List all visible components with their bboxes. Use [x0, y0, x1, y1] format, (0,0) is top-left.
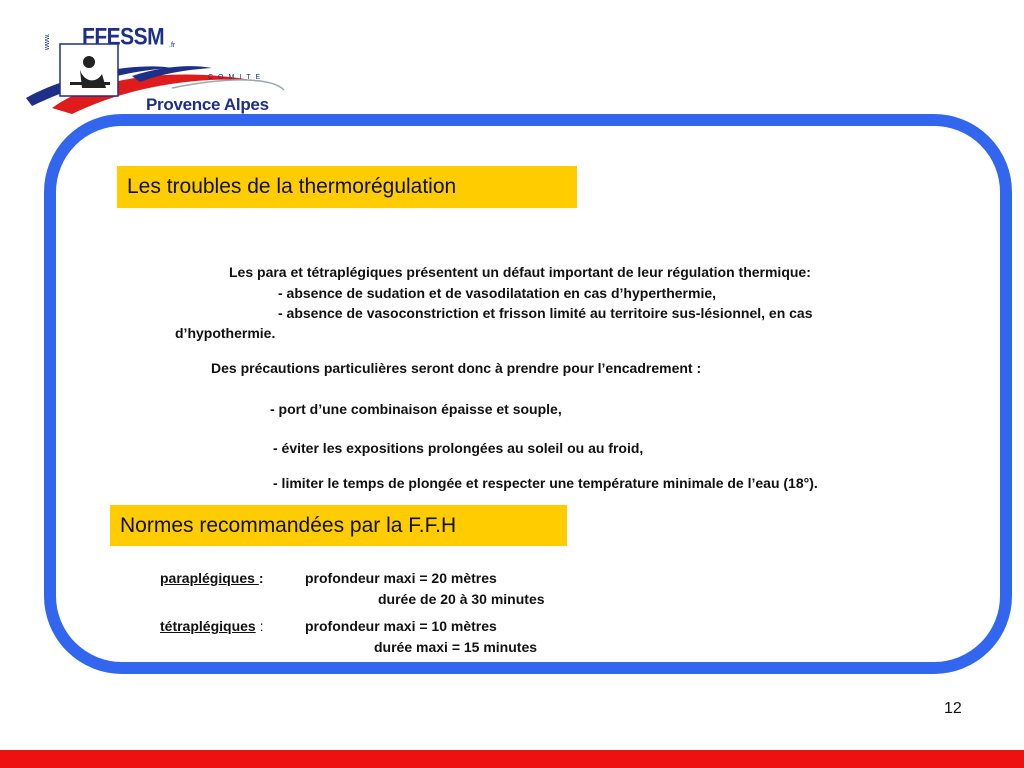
paraplegiques-depth: profondeur maxi = 20 mètres	[305, 570, 497, 586]
bullet-vasoconstriction: - absence de vasoconstriction et frisson limité au territoire sus-lésionnel, en cas	[278, 305, 813, 321]
bottom-bar	[0, 750, 1024, 768]
precaution-combinaison: - port d’une combinaison épaisse et souple,	[270, 401, 562, 417]
precautions-text: Des précautions particulières seront donc à prendre pour l’encadrement :	[211, 360, 702, 376]
slide-number: 12	[944, 700, 962, 717]
paraplegiques-duration: durée de 20 à 30 minutes	[378, 591, 545, 607]
bullet-vasoconstriction-cont: d’hypothermie.	[175, 325, 276, 341]
paraplegiques-sep: :	[258, 570, 264, 586]
logo-www-text: www.	[44, 33, 51, 50]
section-heading-normes	[110, 505, 567, 546]
tetraplegiques-depth: profondeur maxi = 10 mètres	[305, 618, 497, 634]
precaution-temperature: - limiter le temps de plongée et respecter une température minimale de l’eau (18°).	[273, 475, 818, 491]
bullet-sudation: - absence de sudation et de vasodilatation en cas d’hyperthermie,	[278, 285, 717, 301]
logo-comite-text: COMITE	[208, 74, 266, 81]
heading-text: Normes recommandées par la F.F.H	[120, 513, 457, 537]
ffessm-logo	[22, 10, 302, 120]
paraplegiques-label-row	[160, 570, 263, 586]
tetraplegiques-label-row	[160, 618, 263, 634]
heading-text: Les troubles de la thermorégulation	[127, 175, 457, 198]
section-heading-thermoregulation	[117, 166, 577, 208]
intro-text: Les para et tétraplégiques présentent un défaut important de leur régulation thermique:	[229, 264, 811, 280]
tetraplegiques-label: tétraplégiques	[160, 618, 256, 634]
logo-title: FFESSM	[82, 24, 165, 51]
tetraplegiques-duration: durée maxi = 15 minutes	[374, 639, 538, 655]
logo-region-text: Provence Alpes	[146, 95, 269, 114]
tetraplegiques-sep: :	[255, 618, 264, 634]
logo-fr-text: .fr	[169, 42, 176, 49]
paraplegiques-label: paraplégiques	[160, 570, 259, 586]
precaution-expositions: - éviter les expositions prolongées au soleil ou au froid,	[273, 440, 644, 456]
